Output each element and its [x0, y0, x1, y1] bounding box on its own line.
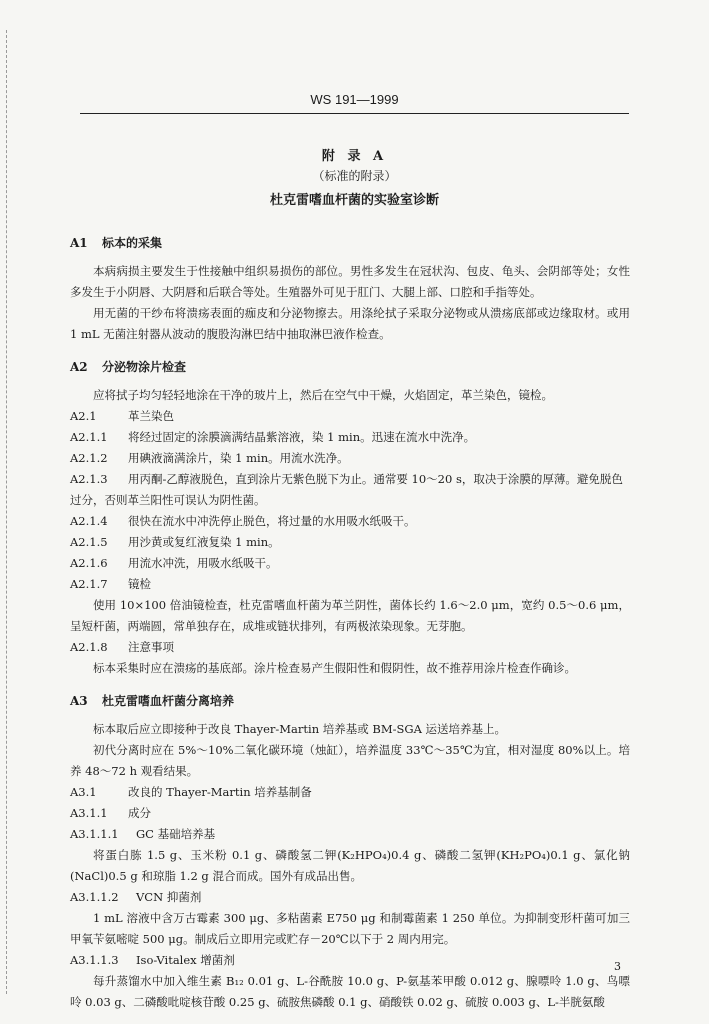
clause	[70, 511, 630, 532]
clause-text: VCN 抑菌剂	[136, 890, 202, 904]
clause	[70, 532, 630, 553]
clause	[70, 553, 630, 574]
section-title: 分泌物涂片检查	[102, 360, 187, 374]
paragraph: 1 mL 溶液中含万古霉素 300 μg、多粘菌素 E750 μg 和制霉菌素 1 250 单位。为抑制变形杆菌可加三甲氧苄氨嘧啶 500 μg。制成后立即用完或贮存－20℃以下于 2 周内用完。	[70, 911, 630, 946]
clause	[70, 469, 630, 511]
clause-text: 用碘液滴满涂片，染 1 min。用流水洗净。	[128, 451, 349, 465]
section-heading-a2	[70, 357, 630, 377]
section-heading-a1	[70, 233, 630, 253]
clause	[70, 950, 630, 971]
paragraph: 初代分离时应在 5%～10%二氧化碳环境（烛缸），培养温度 33℃～35℃为宜，相对湿度 80%以上。培养 48～72 h 观看结果。	[70, 743, 630, 778]
clause-text: 注意事项	[128, 640, 174, 654]
section-number: A1	[70, 236, 88, 250]
binding-margin-line	[6, 30, 7, 994]
clause-number: A2.1.2	[70, 451, 108, 465]
annex-title-block	[80, 145, 629, 207]
clause-number: A2.1.3	[70, 472, 108, 486]
section-title: 杜克雷嗜血杆菌分离培养	[102, 694, 235, 708]
clause	[70, 887, 630, 908]
section-number: A3	[70, 694, 88, 708]
clause-number: A3.1.1.3	[70, 953, 119, 967]
clause-text: 用沙黄或复红液复染 1 min。	[128, 535, 280, 549]
clause-text: 镜检	[128, 577, 151, 591]
clause	[70, 782, 630, 803]
clause	[70, 406, 630, 427]
clause-number: A2.1.7	[70, 577, 108, 591]
clause-text: Iso-Vitalex 增菌剂	[136, 953, 235, 967]
section-title: 标本的采集	[102, 236, 163, 250]
clause-number: A3.1.1.2	[70, 890, 119, 904]
main-content	[70, 233, 630, 1013]
paragraph: 将蛋白胨 1.5 g、玉米粉 0.1 g、磷酸氢二钾(K₂HPO₄)0.4 g、磷酸二氢钾(KH₂PO₄)0.1 g、氯化钠(NaCl)0.5 g 和琼脂 1.2 g 混合而成。国外有成品出售。	[70, 848, 630, 883]
clause	[70, 574, 630, 595]
clause-text: 用丙酮-乙醇液脱色，直到涂片无紫色脱下为止。通常要 10～20 s，取决于涂膜的厚薄。避免脱色过分，否则革兰阳性可误认为阴性菌。	[70, 472, 623, 507]
paragraph: 应将拭子均匀轻轻地涂在干净的玻片上，然后在空气中干燥，火焰固定，革兰染色，镜检。	[93, 388, 553, 402]
clause-number: A2.1.8	[70, 640, 108, 654]
section-number: A2	[70, 360, 88, 374]
clause-number: A3.1.1	[70, 806, 108, 820]
clause-number: A3.1	[70, 785, 97, 799]
clause-number: A2.1.1	[70, 430, 108, 444]
clause-text: 用流水冲洗，用吸水纸吸干。	[128, 556, 278, 570]
clause-number: A2.1.6	[70, 556, 108, 570]
clause-text: 很快在流水中冲洗停止脱色，将过量的水用吸水纸吸干。	[128, 514, 416, 528]
annex-title: 杜克雷嗜血杆菌的实验室诊断	[269, 193, 439, 208]
paragraph: 使用 10×100 倍油镜检查，杜克雷嗜血杆菌为革兰阴性，菌体长约 1.6～2.0 μm，宽约 0.5～0.6 μm，呈短杆菌，两端圆，常单独存在，成堆或链状排列，有两极浓染现象。无芽胞。	[70, 598, 630, 633]
annex-label: 附 录 A	[321, 149, 388, 164]
paragraph: 本病病损主要发生于性接触中组织易损伤的部位。男性多发生在冠状沟、包皮、龟头、会阴部等处；女性多发生于小阴唇、大阴唇和后联合等处。生殖器外可见于肛门、大腿上部、口腔和手指等处。	[70, 264, 630, 299]
header-rule	[80, 113, 629, 114]
clause-number: A2.1	[70, 409, 97, 423]
clause-text: 改良的 Thayer-Martin 培养基制备	[128, 785, 312, 799]
clause	[70, 427, 630, 448]
section-heading-a3	[70, 691, 630, 711]
clause-text: 成分	[128, 806, 151, 820]
clause	[70, 448, 630, 469]
clause	[70, 637, 630, 658]
paragraph: 标本采集时应在溃疡的基底部。涂片检查易产生假阳性和假阴性，故不推荐用涂片检查作确诊。	[93, 661, 576, 675]
page-number: 3	[614, 960, 621, 973]
clause-number: A2.1.4	[70, 514, 108, 528]
clause	[70, 803, 630, 824]
clause-text: GC 基础培养基	[136, 827, 216, 841]
clause-number: A2.1.5	[70, 535, 108, 549]
clause-number: A3.1.1.1	[70, 827, 119, 841]
paragraph: 用无菌的干纱布将溃疡表面的痂皮和分泌物擦去。用涤纶拭子采取分泌物或从溃疡底部或边缘取材。或用 1 mL 无菌注射器从波动的腹股沟淋巴结中抽取淋巴液作检查。	[70, 306, 630, 341]
paragraph: 标本取后应立即接种于改良 Thayer-Martin 培养基或 BM-SGA 运送培养基上。	[93, 722, 507, 736]
paragraph: 每升蒸馏水中加入维生素 B₁₂ 0.01 g、L-谷酰胺 10.0 g、P-氨基苯甲酸 0.012 g、腺嘌呤 1.0 g、鸟嘌呤 0.03 g、二磷酸吡啶核苷酸 0.25 g、硫胺焦磷酸 0.1 g、硝酸铁 0.02 g、硫胺 0.003 g、L-半胱氨酸	[70, 974, 630, 1009]
clause-text: 将经过固定的涂膜滴满结晶紫溶液，染 1 min。迅速在流水中洗净。	[128, 430, 476, 444]
clause-text: 革兰染色	[128, 409, 174, 423]
standard-code: WS 191—1999	[310, 92, 399, 107]
annex-note: （标准的附录）	[312, 169, 397, 183]
clause	[70, 824, 630, 845]
